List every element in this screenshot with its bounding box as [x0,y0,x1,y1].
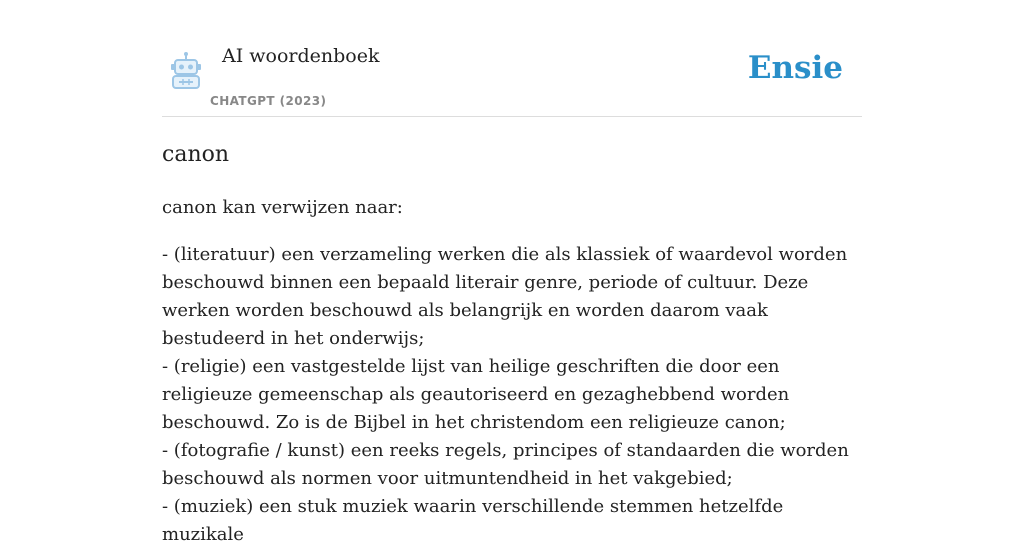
definition-item-fotografie-kunst: - (fotografie / kunst) een reeks regels, principes of standaarden die worden beschouwd als normen voor uitmuntendheid in het vakgebied; [162,440,849,489]
source-header [162,0,862,117]
robot-icon [166,51,206,91]
entry-term: canon [162,142,230,167]
source-title[interactable]: AI woordenboek [222,45,380,67]
definition-item-literatuur: - (literatuur) een verzameling werken die als klassiek of waardevol worden beschouwd binnen een bepaald literair genre, periode of cultuur. Deze werken worden beschouwd als belangrijk en worden daarom vaak bestudeerd in het onderwijs; [162,244,848,349]
definition-list [162,241,862,549]
source-subtitle: CHATGPT (2023) [210,94,327,108]
definition-item-muziek: - (muziek) een stuk muziek waarin verschillende stemmen hetzelfde muzikale [162,496,784,545]
definition-item-religie: - (religie) een vastgestelde lijst van heilige geschriften die door een religieuze gemeenschap als geautoriseerd en gezaghebbend worden beschouwd. Zo is de Bijbel in het christendom een religieuze canon; [162,356,790,433]
entry-intro: canon kan verwijzen naar: [162,197,403,218]
entry-content [162,139,862,549]
ensie-logo[interactable]: Ensie [747,50,843,86]
